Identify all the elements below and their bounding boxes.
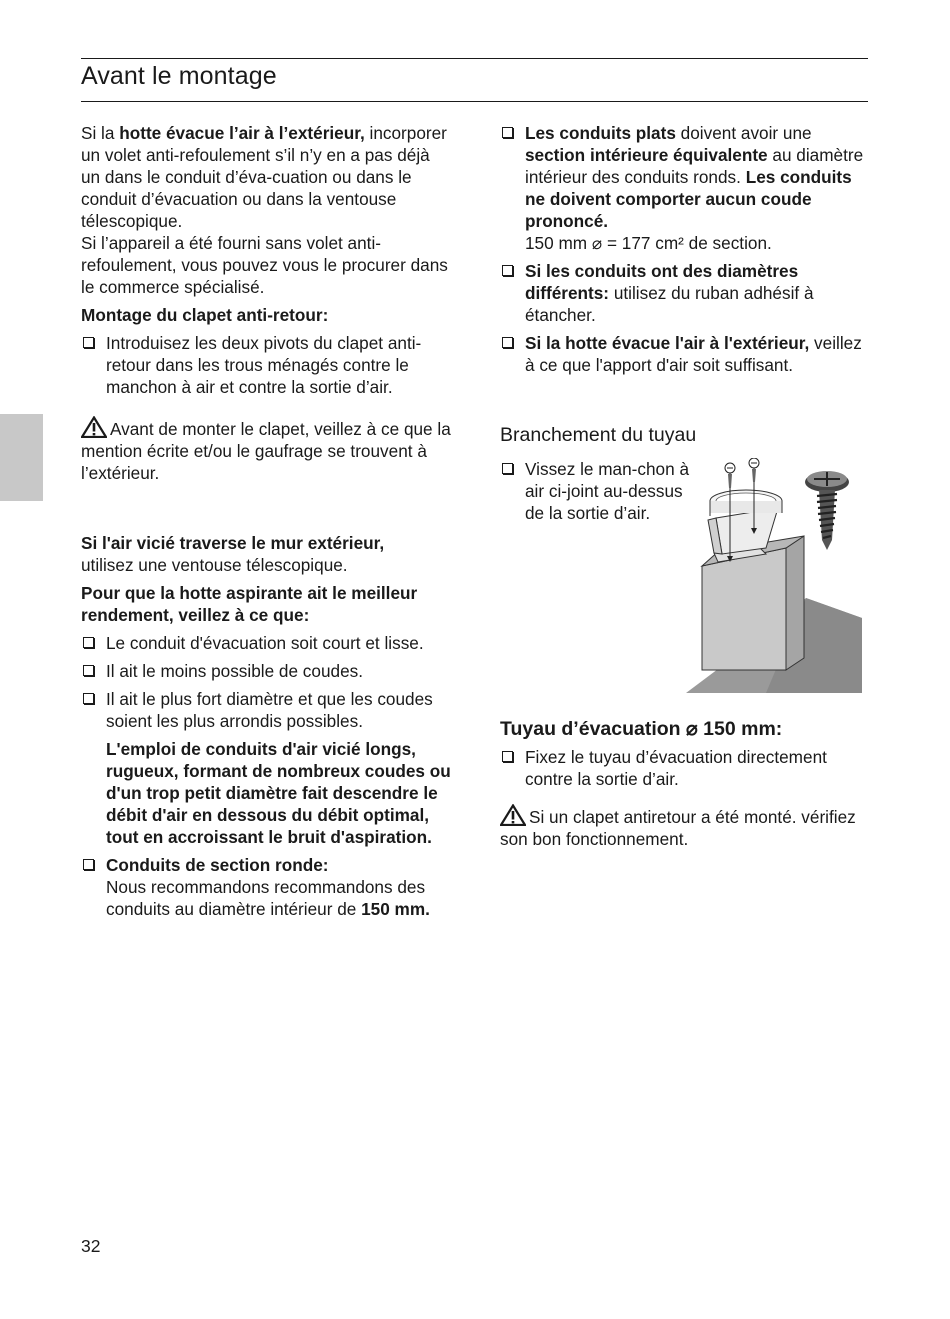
checkbox-icon — [502, 127, 513, 138]
rendement-heading: Pour que la hotte aspirante ait le meilleur rendement, veillez à ce que: — [81, 583, 418, 625]
checkbox-icon — [83, 693, 94, 704]
warning-icon — [81, 416, 107, 438]
left-column — [81, 122, 451, 926]
list-item: Fixez le tuyau d’évacuation directement contre la sortie d’air. — [500, 746, 870, 790]
checkbox-icon — [83, 859, 94, 870]
checkbox-icon — [83, 665, 94, 676]
emploi-warning: L'emploi de conduits d'air vicié longs, rugueux, formant de nombreux coudes ou d'un trop petit diamètre fait descendre le débit d'air en dessous du débit optimal, tout en accroissant le bruit d'aspiration. — [106, 739, 451, 847]
side-tab-marker — [0, 414, 43, 501]
page-number: 32 — [81, 1236, 101, 1256]
branchement-heading: Branchement du tuyau — [500, 424, 697, 446]
checkbox-icon — [83, 337, 94, 348]
title-rule — [81, 101, 868, 102]
list-item: Si la hotte évacue l'air à l'extérieur, veillez à ce que l'apport d'air soit suffisant. — [500, 332, 870, 376]
list-item: Conduits de section ronde: Nous recommandons recommandons des conduits au diamètre intérieur de 150 mm. — [81, 854, 451, 920]
list-item: Vissez le man-chon à air ci-joint au-dessus de la sortie d’air. — [500, 458, 700, 524]
checkbox-icon — [502, 265, 513, 276]
list-item: Il ait le plus fort diamètre et que les coudes soient les plus arrondis possibles. — [81, 688, 451, 732]
top-rule — [81, 58, 868, 59]
warning-note: Si un clapet antiretour a été monté. vérifiez son bon fonctionnement. — [500, 804, 870, 850]
warning-note: Avant de monter le clapet, veillez à ce que la mention écrite et/ou le gaufrage se trouvent à l’extérieur. — [81, 416, 451, 484]
page-title: Avant le montage — [81, 62, 277, 90]
list-item: Introduisez les deux pivots du clapet anti-retour dans les trous ménagés contre le manchon à air et contre la sortie d’air. — [81, 332, 451, 398]
list-item: Si les conduits ont des diamètres différents: utilisez du ruban adhésif à étancher. — [500, 260, 870, 326]
list-item: Les conduits plats doivent avoir une section intérieure équivalente au diamètre intérieur des conduits ronds. Les conduits ne doivent comporter aucun coude prononcé. 150 mm ⌀ = 177 cm² de section. — [500, 122, 870, 254]
list-item: Le conduit d'évacuation soit court et lisse. — [81, 632, 451, 654]
checkbox-icon — [502, 463, 513, 474]
checkbox-icon — [502, 337, 513, 348]
clapet-heading: Montage du clapet anti-retour: — [81, 305, 329, 325]
branchement-section — [500, 458, 870, 718]
checkbox-icon — [83, 637, 94, 648]
list-item: Il ait le moins possible de coudes. — [81, 660, 451, 682]
intro-paragraph: Si la hotte évacue l’air à l’extérieur, incorporer un volet anti-refoulement s’il n’y en a pas déjà un dans le conduit d’éva-cuation ou dans le conduit d’évacuation ou dans la ventouse télescopique. Si l’appareil a été fourni sans volet anti-refoulement, vous pouvez vous le procurer dans le commerce spécialisé. — [81, 123, 448, 297]
checkbox-icon — [502, 751, 513, 762]
warning-icon — [500, 804, 526, 826]
mur-paragraph: Si l'air vicié traverse le mur extérieur, utilisez une ventouse télescopique. — [81, 533, 385, 575]
tuyau-heading: Tuyau d’évacuation ⌀ 150 mm: — [500, 718, 783, 740]
duct-collar-illustration — [686, 458, 862, 693]
right-column — [500, 122, 870, 856]
